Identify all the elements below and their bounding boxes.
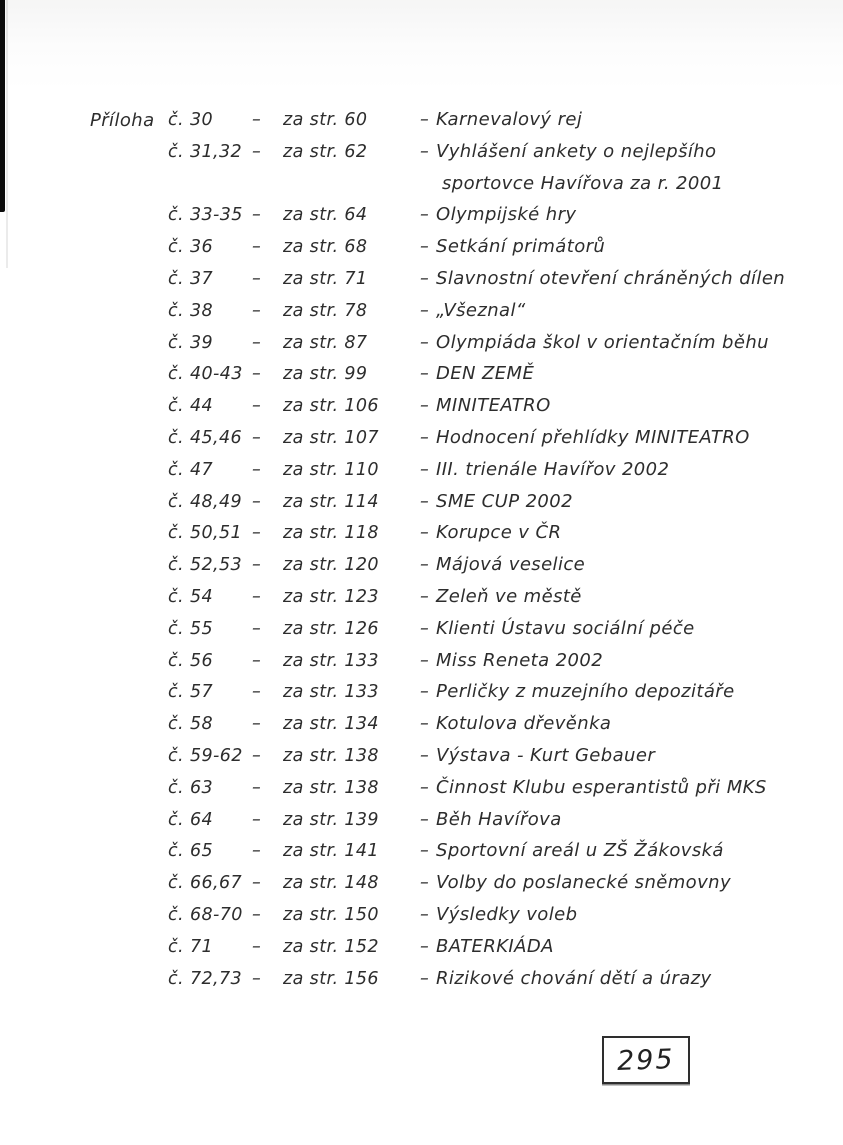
- entry-title: Karnevalový rej: [436, 109, 583, 130]
- page-number-box: [602, 1036, 690, 1084]
- list-item: [0, 360, 843, 392]
- entry-number: č. 47: [168, 459, 214, 480]
- separator-dash: –: [252, 300, 262, 321]
- entry-title: Výsledky voleb: [436, 903, 578, 925]
- separator-dash: –: [252, 618, 262, 639]
- separator-dash: –: [420, 650, 430, 671]
- entry-number: č. 57: [168, 682, 214, 703]
- entry-number: č. 33-35: [168, 205, 243, 226]
- separator-dash: –: [252, 873, 262, 894]
- list-item: [0, 106, 843, 138]
- separator-dash: –: [252, 459, 262, 480]
- separator-dash: –: [420, 523, 430, 544]
- separator-dash: –: [252, 745, 262, 766]
- entry-page-reference: za str. 107: [283, 427, 379, 448]
- entry-title: DEN ZEMĚ: [436, 363, 535, 385]
- entry-number: č. 50,51: [168, 523, 243, 544]
- entry-page-reference: za str. 126: [283, 618, 379, 639]
- entry-page-reference: za str. 152: [283, 936, 379, 957]
- entry-page-reference: za str. 114: [283, 491, 379, 512]
- entry-number: č. 38: [168, 300, 214, 321]
- page-number: 295: [616, 1043, 676, 1077]
- list-item: [0, 329, 843, 361]
- list-item: [0, 551, 843, 583]
- entry-title: Olympiáda škol v orientačním běhu: [436, 331, 769, 353]
- entry-title: Rizikové chování dětí a úrazy: [436, 967, 712, 989]
- entry-title: Volby do poslanecké sněmovny: [436, 872, 731, 894]
- separator-dash: –: [252, 491, 262, 512]
- entry-page-reference: za str. 118: [283, 523, 379, 544]
- entry-page-reference: za str. 123: [283, 586, 379, 607]
- entry-page-reference: za str. 139: [283, 809, 379, 830]
- entry-page-reference: za str. 106: [283, 396, 379, 417]
- separator-dash: –: [420, 714, 430, 735]
- entry-title: III. trienále Havířov 2002: [436, 458, 670, 480]
- separator-dash: –: [420, 268, 430, 289]
- list-item: [0, 806, 843, 838]
- entry-title: Setkání primátorů: [436, 236, 606, 258]
- entry-title: Sportovní areál u ZŠ Žákovská: [436, 840, 724, 862]
- separator-dash: –: [420, 396, 430, 417]
- list-item: [0, 901, 843, 933]
- separator-dash: –: [420, 555, 430, 576]
- entry-number: č. 55: [168, 618, 214, 639]
- entry-page-reference: za str. 64: [283, 205, 368, 226]
- list-item: [0, 424, 843, 456]
- entry-page-reference: za str. 120: [283, 555, 379, 576]
- entry-number: č. 68-70: [168, 904, 243, 925]
- separator-dash: –: [252, 777, 262, 798]
- list-item: [0, 519, 843, 551]
- entry-number: č. 36: [168, 237, 214, 258]
- entry-title: Vyhlášení ankety o nejlepšího: [436, 140, 717, 162]
- separator-dash: –: [420, 491, 430, 512]
- separator-dash: –: [420, 141, 430, 162]
- entry-page-reference: za str. 134: [283, 714, 379, 735]
- list-item: [0, 456, 843, 488]
- entry-title: Miss Reneta 2002: [436, 649, 604, 671]
- entry-number: č. 64: [168, 809, 214, 830]
- separator-dash: –: [420, 745, 430, 766]
- entry-title: Kotulova dřevěnka: [436, 713, 612, 735]
- separator-dash: –: [252, 364, 262, 385]
- entry-number: č. 44: [168, 396, 214, 417]
- separator-dash: –: [420, 618, 430, 639]
- list-item: [0, 710, 843, 742]
- list-item: [0, 583, 843, 615]
- entry-page-reference: za str. 138: [283, 745, 379, 766]
- separator-dash: –: [252, 968, 262, 989]
- entry-page-reference: za str. 78: [283, 300, 368, 321]
- entry-title: MINITEATRO: [436, 395, 551, 417]
- separator-dash: –: [252, 110, 262, 130]
- entry-number: č. 66,67: [168, 873, 243, 894]
- list-item: [0, 392, 843, 424]
- separator-dash: –: [252, 586, 262, 607]
- entry-number: č. 40-43: [168, 364, 243, 385]
- entry-number: č. 45,46: [168, 427, 243, 448]
- entry-page-reference: za str. 150: [283, 904, 379, 925]
- list-item: [0, 774, 843, 806]
- separator-dash: –: [252, 268, 262, 289]
- entry-title: Perličky z muzejního depozitáře: [436, 681, 735, 703]
- separator-dash: –: [252, 237, 262, 258]
- entry-page-reference: za str. 71: [283, 268, 368, 289]
- entry-title: Výstava - Kurt Gebauer: [436, 744, 656, 766]
- list-item: [0, 201, 843, 233]
- separator-dash: –: [252, 523, 262, 544]
- entry-number: č. 48,49: [168, 491, 243, 512]
- list-item: [0, 615, 843, 647]
- entry-title: Korupce v ČR: [436, 522, 562, 544]
- separator-dash: –: [252, 650, 262, 671]
- separator-dash: –: [420, 427, 430, 448]
- entry-number: č. 65: [168, 841, 214, 862]
- list-item: [0, 837, 843, 869]
- separator-dash: –: [420, 586, 430, 607]
- entry-page-reference: za str. 133: [283, 682, 379, 703]
- list-item: [0, 233, 843, 265]
- separator-dash: –: [420, 110, 430, 130]
- separator-dash: –: [252, 936, 262, 957]
- separator-dash: –: [420, 841, 430, 862]
- entry-number: č. 71: [168, 936, 214, 957]
- separator-dash: –: [252, 141, 262, 162]
- list-item: [0, 265, 843, 297]
- entry-title: BATERKIÁDA: [436, 935, 554, 957]
- list-item: [0, 742, 843, 774]
- entry-number: č. 31,32: [168, 141, 243, 162]
- entry-number: č. 39: [168, 332, 214, 353]
- appendix-prefix-label: Příloha: [90, 110, 155, 131]
- list-item: [0, 138, 843, 170]
- list-item: [0, 678, 843, 710]
- entry-title: „Všeznal“: [436, 299, 526, 321]
- separator-dash: –: [420, 809, 430, 830]
- entry-number: č. 52,53: [168, 555, 243, 576]
- list-item: [0, 647, 843, 679]
- list-item: [0, 869, 843, 901]
- entry-number: č. 59-62: [168, 745, 243, 766]
- separator-dash: –: [252, 904, 262, 925]
- entry-page-reference: za str. 110: [283, 459, 379, 480]
- separator-dash: –: [252, 205, 262, 226]
- entry-title-continuation: sportovce Havířova za r. 2001: [442, 172, 724, 194]
- entry-page-reference: za str. 133: [283, 650, 379, 671]
- separator-dash: –: [252, 427, 262, 448]
- separator-dash: –: [420, 332, 430, 353]
- separator-dash: –: [252, 682, 262, 703]
- entry-page-reference: za str. 138: [283, 777, 379, 798]
- separator-dash: –: [420, 459, 430, 480]
- entry-number: č. 54: [168, 586, 214, 607]
- entry-number: č. 63: [168, 777, 214, 798]
- list-item: [0, 965, 843, 997]
- entry-number: č. 58: [168, 714, 214, 735]
- entry-page-reference: za str. 62: [283, 141, 368, 162]
- separator-dash: –: [420, 904, 430, 925]
- separator-dash: –: [420, 682, 430, 703]
- entry-title: Olympijské hry: [436, 204, 577, 226]
- entry-title: Zeleň ve městě: [436, 585, 582, 607]
- separator-dash: –: [420, 364, 430, 385]
- separator-dash: –: [420, 300, 430, 321]
- separator-dash: –: [252, 396, 262, 417]
- entry-page-reference: za str. 156: [283, 968, 379, 989]
- separator-dash: –: [252, 809, 262, 830]
- entry-page-reference: za str. 60: [283, 110, 368, 130]
- entry-number: č. 30: [168, 110, 214, 130]
- entry-page-reference: za str. 148: [283, 873, 379, 894]
- separator-dash: –: [252, 841, 262, 862]
- entry-title: SME CUP 2002: [436, 490, 573, 512]
- separator-dash: –: [420, 873, 430, 894]
- list-item: [0, 933, 843, 965]
- separator-dash: –: [420, 237, 430, 258]
- list-item: [0, 488, 843, 520]
- entry-number: č. 37: [168, 268, 214, 289]
- separator-dash: –: [420, 205, 430, 226]
- entry-page-reference: za str. 141: [283, 841, 379, 862]
- entry-title: Slavnostní otevření chráněných dílen: [436, 267, 786, 289]
- scan-texture: [0, 0, 843, 90]
- entry-title: Činnost Klubu esperantistů při MKS: [436, 776, 767, 798]
- separator-dash: –: [420, 777, 430, 798]
- entry-page-reference: za str. 68: [283, 237, 368, 258]
- separator-dash: –: [252, 332, 262, 353]
- separator-dash: –: [420, 936, 430, 957]
- entry-page-reference: za str. 87: [283, 332, 368, 353]
- entry-title: Májová veselice: [436, 554, 586, 576]
- separator-dash: –: [252, 714, 262, 735]
- appendix-list: [0, 106, 843, 996]
- separator-dash: –: [252, 555, 262, 576]
- list-item-continuation: [0, 170, 843, 202]
- separator-dash: –: [420, 968, 430, 989]
- entry-title: Klienti Ústavu sociální péče: [436, 617, 695, 639]
- entry-page-reference: za str. 99: [283, 364, 368, 385]
- entry-number: č. 56: [168, 650, 214, 671]
- entry-title: Hodnocení přehlídky MINITEATRO: [436, 426, 750, 448]
- entry-title: Běh Havířova: [436, 808, 562, 830]
- entry-number: č. 72,73: [168, 968, 243, 989]
- list-item: [0, 297, 843, 329]
